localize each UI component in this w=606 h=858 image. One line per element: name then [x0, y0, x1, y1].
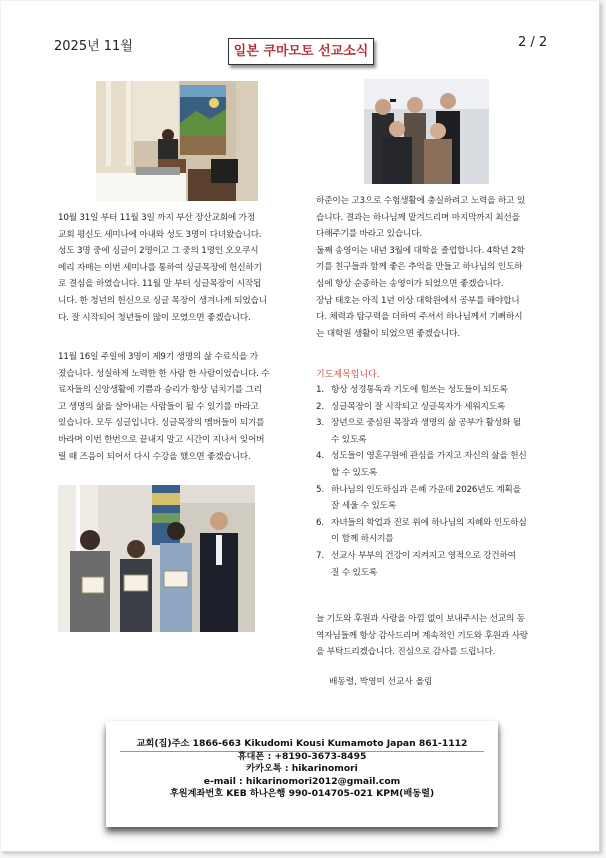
prayer-line: 잘 세울 수 있도록 [331, 501, 397, 512]
prayer-line: 하나님의 인도하심과 은혜 가운데 2026년도 계획을 [331, 484, 521, 495]
prayer-number: 7. [316, 550, 324, 561]
text-line: 바라며 이번 한번으로 끝내지 말고 시간이 지나서 잊어버 [58, 434, 265, 445]
photo-worship-service [96, 81, 258, 201]
prayer-number: 2. [316, 401, 324, 412]
prayer-number: 1. [316, 385, 324, 395]
left-paragraph-2 [58, 349, 293, 465]
prayer-line: 선교사 부부의 건강이 지켜지고 영적으로 강건하여 [331, 550, 516, 561]
closing-paragraph [316, 611, 554, 661]
right-paragraph-family [316, 193, 554, 342]
signature: 배동렬, 박영미 선교사 올림 [329, 677, 433, 687]
text-line: 심에 항상 순종하는 송영이가 되었으면 좋겠습니다. [316, 278, 504, 289]
prayer-line: 자녀들의 학업과 진로 위에 하나님의 지혜와 인도하심 [331, 517, 527, 528]
prayer-item [316, 399, 554, 416]
text-line: 에리 자매는 이번 세미나를 통하여 싱글목장에 헌신하기 [58, 262, 262, 273]
photo-graduation-ceremony [58, 485, 255, 632]
text-line: 릴 때 즈음이 되어서 다시 수강을 했으면 좋겠습니다. [58, 451, 251, 462]
donation-account: 후원계좌번호 KEB 하나은행 990-014705-021 KPM(배동렬) [169, 788, 435, 799]
text-line: 성도 3명 중에 싱글이 2명이고 그 중의 1명인 오오쿠시 [58, 246, 259, 257]
text-line: 로 결심을 하였습니다. 11월 말 부터 싱글목장이 시작됩 [58, 279, 262, 290]
prayer-line: 싱글목장이 잘 시작되고 싱글목자가 세워지도록 [331, 401, 506, 412]
text-line: 둘째 송영이는 내년 3월에 대학을 졸업합니다. 4학년 2학 [316, 245, 525, 256]
text-line: 역자님들께 항상 감사드리며 계속적인 기도와 후원과 사랑 [316, 630, 528, 641]
photo-graduation-image [58, 485, 255, 632]
prayer-line: 장년으로 중심된 목장과 생명의 삶 공부가 활성화 될 [331, 418, 521, 429]
text-line: 습니다. 결과는 하나님께 맡겨드리며 마지막까지 최선을 [316, 212, 520, 223]
text-line: 10월 31일 부터 11월 3일 까지 부산 장산교회에 가정 [58, 213, 256, 223]
text-line: 다. 체력과 탐구력을 더하여 주셔서 하나님께서 기뻐하시 [316, 312, 523, 323]
prayer-item [316, 415, 554, 448]
text-line: 는 대학원 생활이 되었으면 좋겠습니다. [316, 328, 460, 339]
text-line: 을 부탁드리겠습니다. 진심으로 감사를 드립니다. [316, 647, 496, 658]
mobile-phone: 휴대폰 : +8190-3673-8495 [237, 750, 367, 762]
prayer-line: 수 있도록 [331, 434, 367, 445]
church-address: 교회(집)주소 1866-663 Kikudomi Kousi Kumamoto Japan 861-1112 [136, 738, 468, 749]
issue-date: 2025년 11월 [54, 39, 133, 54]
prayer-number: 3. [316, 418, 324, 429]
text-line: 다. 잘 시작되어 청년들이 많이 모였으면 좋겠습니다. [58, 312, 251, 323]
photo-worship-service-image [96, 81, 258, 201]
email-address: e-mail : hikarinomori2012@gmail.com [203, 775, 401, 787]
text-line: 하준이는 고3으로 수험생활에 충실하려고 노력을 하고 있 [316, 196, 526, 206]
prayer-item [316, 382, 554, 399]
text-line: 교회 평신도 세미나에 아내와 성도 3명이 다녀왔습니다. [58, 229, 262, 240]
prayer-item [316, 548, 554, 581]
prayer-item [316, 482, 554, 515]
prayer-number: 6. [316, 517, 324, 528]
left-paragraph-1 [58, 210, 293, 326]
newsletter-title: 일본 쿠마모토 선교소식 [228, 38, 374, 65]
text-line: 11월 16일 주일에 3명이 제9기 생명의 삶 수료식을 가 [58, 352, 258, 362]
text-line: 장남 태호는 아직 1년 이상 대학원에서 공부를 해야합니 [316, 295, 520, 306]
prayer-line: 성도들이 영혼구원에 관심을 가지고 자신의 삶을 헌신 [331, 451, 527, 462]
page-number: 2 / 2 [518, 35, 548, 50]
prayer-line: 할 수 있도록 [331, 467, 378, 478]
prayer-line: 항상 성경통독과 기도에 힘쓰는 성도들이 되도록 [331, 385, 508, 395]
text-line: 있습니다. 모두 싱글입니다. 싱글목장의 멤버들이 되기를 [58, 418, 265, 429]
text-line: 기를 친구들과 함께 좋은 추억을 만들고 하나님의 인도하 [316, 262, 523, 273]
newsletter-page [1, 1, 600, 852]
prayer-line: 질 수 있도록 [331, 567, 378, 578]
prayer-requests-title: 기도제목입니다. [316, 370, 380, 380]
text-line: 졌습니다. 성실하게 노력한 한 사람 한 사람이었습니다. 수 [58, 368, 270, 379]
contact-footer [106, 721, 498, 827]
prayer-requests-list [316, 382, 554, 581]
prayer-line: 이 함께 하시기를 [331, 534, 394, 545]
prayer-item [316, 515, 554, 548]
text-line: 니다. 한 청년의 헌신으로 싱글 목장이 생겨나게 되었습니 [58, 295, 267, 306]
text-line: 고 생명의 삶을 살아내는 사람들이 될 수 있기를 바라고 [58, 401, 259, 412]
kakaotalk-id: 카카오톡 : hikarinomori [246, 763, 358, 774]
photo-family-image [364, 79, 489, 184]
prayer-number: 5. [316, 484, 324, 495]
text-line: 늘 기도와 후원과 사랑을 아낌 없이 보내주시는 선교의 동 [316, 614, 525, 624]
prayer-number: 4. [316, 451, 324, 462]
prayer-item [316, 448, 554, 481]
text-line: 료자들의 신앙생활에 기쁨과 승리가 항상 넘치기를 그리 [58, 385, 262, 396]
photo-family [364, 79, 489, 184]
text-line: 다해주기를 바라고 있습니다. [316, 229, 422, 240]
